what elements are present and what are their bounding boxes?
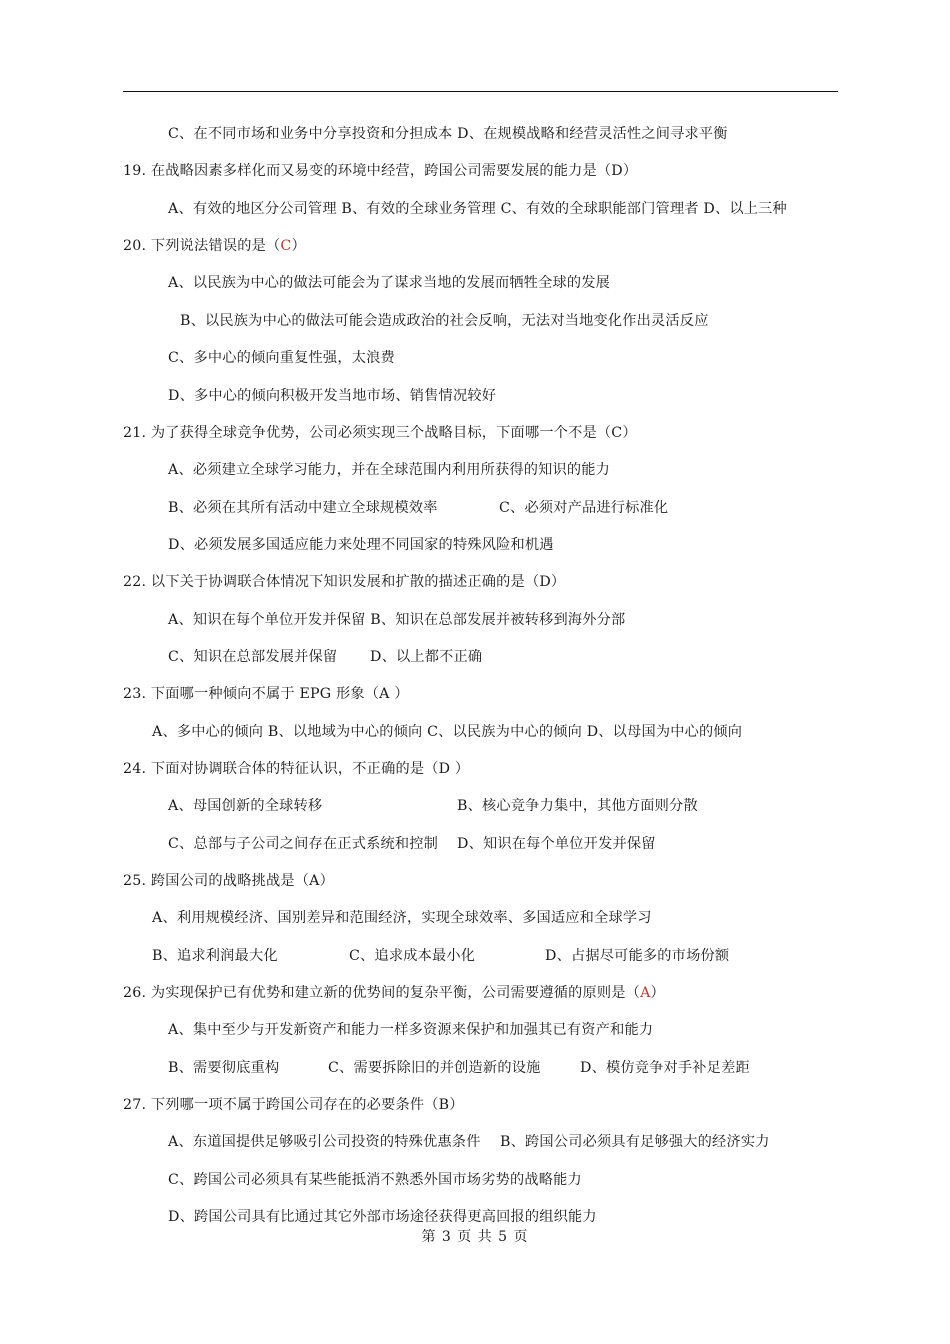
q25-option-a: A、利用规模经济、国别差异和范围经济，实现全球效率、多国适应和全球学习 (152, 910, 652, 926)
q20-option-a: A、以民族为中心的做法可能会为了谋求当地的发展而牺牲全球的发展 (168, 275, 611, 291)
footer-prefix: 第 (421, 1229, 442, 1245)
q25-option-d: D、占据尽可能多的市场份额 (545, 948, 730, 964)
question-22: 22. 以下关于协调联合体情况下知识发展和扩散的描述正确的是（D） (123, 574, 566, 590)
q18-options-cd: C、在不同市场和业务中分享投资和分担成本 D、在规模战略和经营灵活性之间寻求平衡 (168, 126, 728, 142)
question-19: 19. 在战略因素多样化而又易变的环境中经营，跨国公司需要发展的能力是（D） (123, 163, 638, 179)
q26-option-d: D、模仿竞争对手补足差距 (580, 1060, 750, 1076)
q27-option-d: D、跨国公司具有比通过其它外部市场途径获得更高回报的组织能力 (168, 1209, 597, 1225)
question-20 (123, 236, 306, 256)
q20-text: 20. 下列说法错误的是（ (123, 238, 281, 254)
question-24: 24. 下面对协调联合体的特征认识，不正确的是（D ） (123, 761, 470, 777)
q26-option-c: C、需要拆除旧的并创造新的设施 (328, 1060, 541, 1076)
q26-close: ） (650, 985, 665, 1001)
q26-text: 26. 为实现保护已有优势和建立新的优势间的复杂平衡，公司需要遵循的原则是（ (123, 985, 641, 1001)
q21-option-c: C、必须对产品进行标准化 (499, 500, 669, 516)
question-26 (123, 983, 665, 1003)
question-27: 27. 下列哪一项不属于跨国公司存在的必要条件（B） (123, 1097, 464, 1113)
header-rule (123, 91, 838, 92)
q25-option-c: C、追求成本最小化 (349, 948, 476, 964)
q21-option-a: A、必须建立全球学习能力，并在全球范围内利用所获得的知识的能力 (168, 462, 611, 478)
q20-option-b: B、以民族为中心的做法可能会造成政治的社会反响，无法对当地变化作出灵活反应 (180, 313, 709, 329)
question-21: 21. 为了获得全球竞争优势，公司必须实现三个战略目标，下面哪一个不是（C） (123, 425, 637, 441)
q22-option-d: D、以上都不正确 (370, 649, 483, 665)
q24-option-a: A、母国创新的全球转移 (168, 798, 323, 814)
q25-option-b: B、追求利润最大化 (152, 948, 278, 964)
footer-middle: 页 共 (451, 1229, 499, 1245)
q24-option-c: C、总部与子公司之间存在正式系统和控制 (168, 836, 439, 852)
q26-option-b: B、需要彻底重构 (168, 1060, 280, 1076)
q26-answer: A (640, 985, 651, 1001)
q24-option-b: B、核心竞争力集中，其他方面则分散 (457, 798, 698, 814)
q27-option-b: B、跨国公司必须具有足够强大的经济实力 (500, 1134, 770, 1150)
q22-option-c: C、知识在总部发展并保留 (168, 649, 338, 665)
question-25: 25. 跨国公司的战略挑战是（A） (123, 873, 334, 889)
q19-options: A、有效的地区分公司管理 B、有效的全球业务管理 C、有效的全球职能部门管理者 D、以上三种 (168, 201, 787, 217)
footer-page-number: 3 (441, 1229, 452, 1245)
q20-answer: C (280, 238, 292, 254)
q21-option-d: D、必须发展多国适应能力来处理不同国家的特殊风险和机遇 (168, 537, 554, 553)
q21-option-b: B、必须在其所有活动中建立全球规模效率 (168, 500, 438, 516)
q20-close: ） (291, 238, 306, 254)
q20-option-d: D、多中心的倾向积极开发当地市场、销售情况较好 (168, 388, 497, 404)
footer-total-pages: 5 (498, 1229, 509, 1245)
q23-options: A、多中心的倾向 B、以地域为中心的倾向 C、以民族为中心的倾向 D、以母国为中心的倾向 (152, 724, 743, 740)
q27-option-a: A、东道国提供足够吸引公司投资的特殊优惠条件 (168, 1134, 481, 1150)
q20-option-c: C、多中心的倾向重复性强，太浪费 (168, 350, 395, 366)
q27-option-c: C、跨国公司必须具有某些能抵消不熟悉外国市场劣势的战略能力 (168, 1172, 582, 1188)
q26-option-a: A、集中至少与开发新资产和能力一样多资源来保护和加强其已有资产和能力 (168, 1022, 654, 1038)
q22-options-ab: A、知识在每个单位开发并保留 B、知识在总部发展并被转移到海外分部 (168, 612, 626, 628)
footer-suffix: 页 (508, 1229, 529, 1245)
question-23: 23. 下面哪一种倾向不属于 EPG 形象（A ） (123, 686, 409, 702)
page-footer (0, 1227, 950, 1247)
q24-option-d: D、知识在每个单位开发并保留 (457, 836, 656, 852)
